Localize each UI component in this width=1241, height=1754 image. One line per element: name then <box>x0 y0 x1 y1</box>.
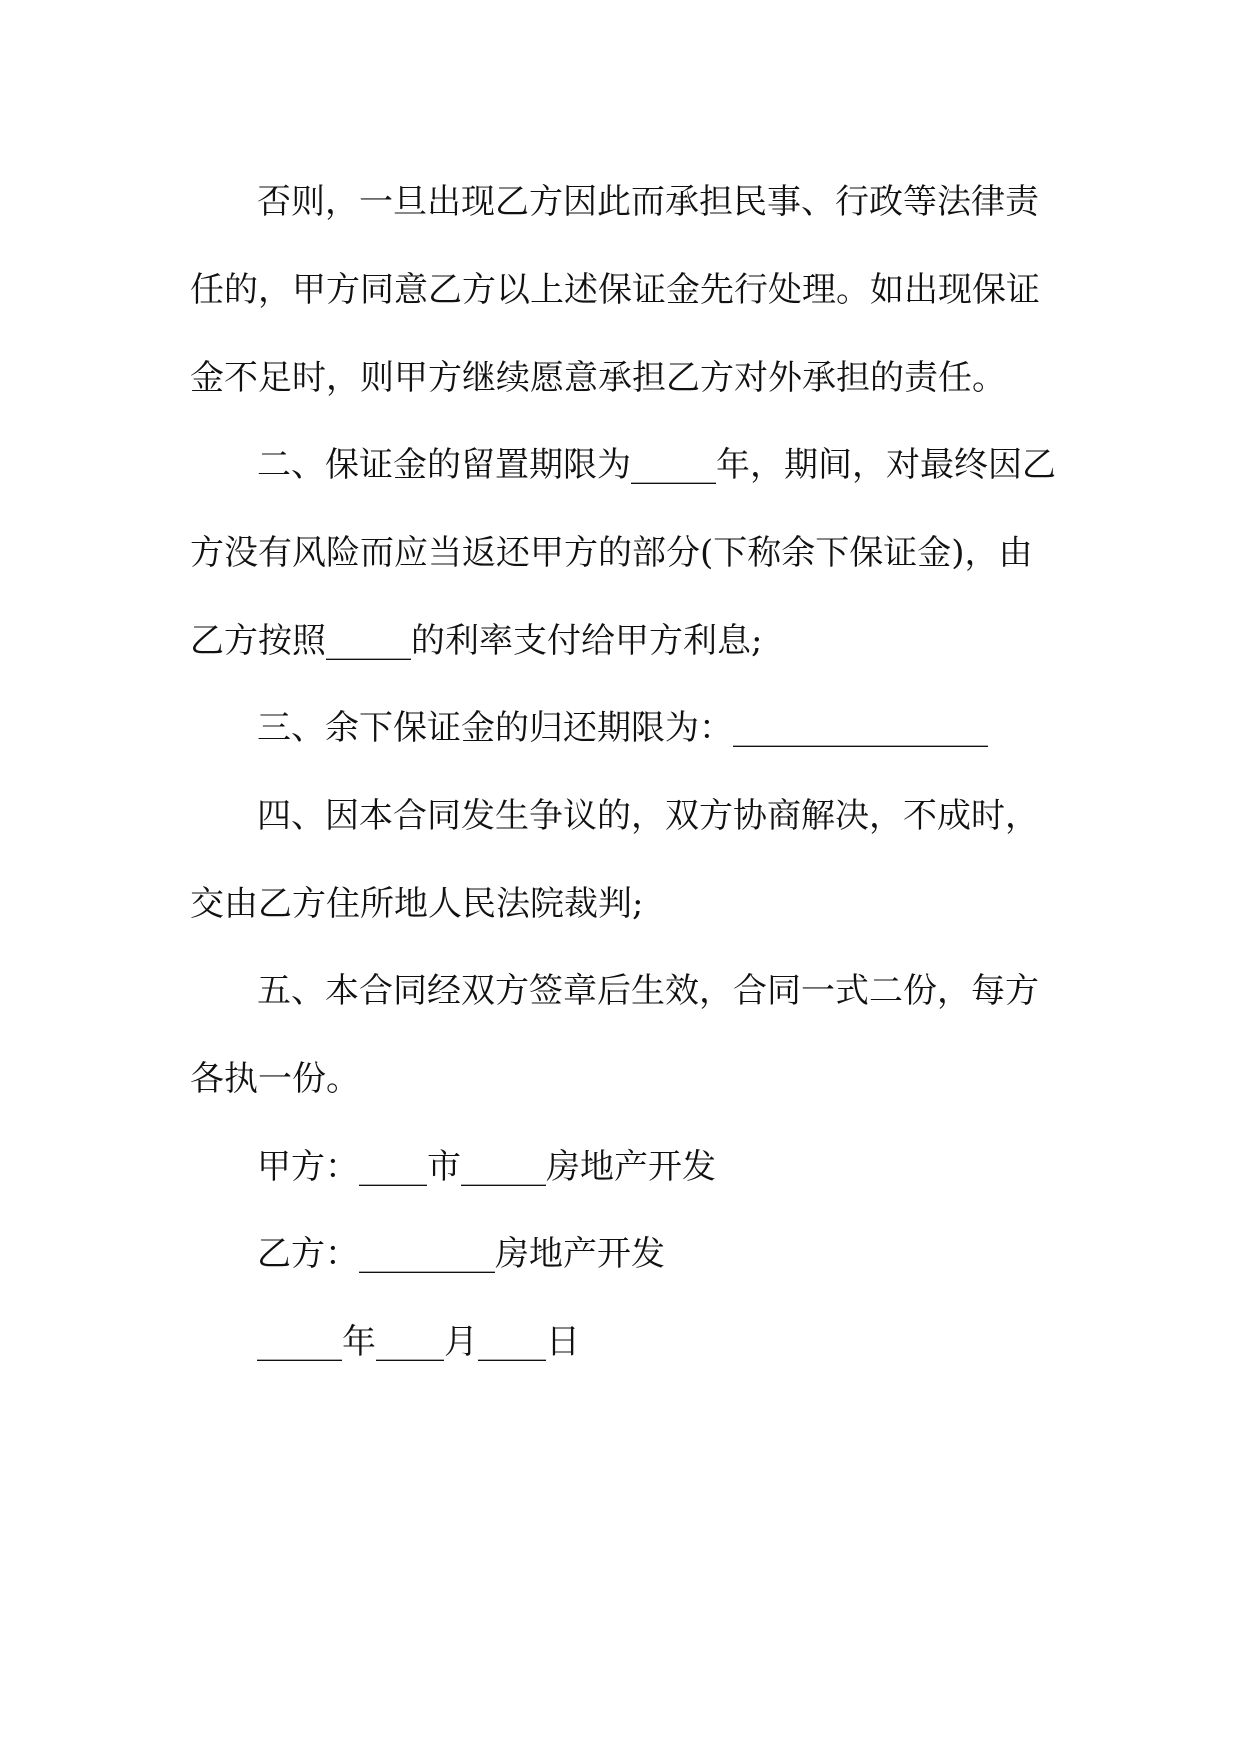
clause-4-line-1: 四、因本合同发生争议的，双方协商解决，不成时， <box>257 796 1039 836</box>
party-b-line: 乙方：________房地产开发 <box>257 1234 665 1274</box>
party-a-line: 甲方：____市_____房地产开发 <box>257 1147 716 1187</box>
clause-4-line-2: 交由乙方住所地人民法院裁判; <box>190 884 644 924</box>
clause-2-line-3: 乙方按照_____的利率支付给甲方利息; <box>190 621 763 661</box>
paragraph-1-line-3: 金不足时，则甲方继续愿意承担乙方对外承担的责任。 <box>190 358 1006 398</box>
clause-2-line-2: 方没有风险而应当返还甲方的部分(下称余下保证金)，由 <box>190 533 1033 573</box>
paragraph-1-line-1: 否则，一旦出现乙方因此而承担民事、行政等法律责 <box>257 182 1039 222</box>
clause-3-line-1: 三、余下保证金的归还期限为：_______________ <box>257 708 988 748</box>
paragraph-1-line-2: 任的，甲方同意乙方以上述保证金先行处理。如出现保证 <box>190 270 1040 310</box>
clause-5-line-2: 各执一份。 <box>190 1059 360 1099</box>
clause-5-line-1: 五、本合同经双方签章后生效，合同一式二份，每方 <box>257 971 1039 1011</box>
clause-2-line-1: 二、保证金的留置期限为_____年，期间，对最终因乙 <box>257 445 1056 485</box>
date-line: _____年____月____日 <box>257 1322 580 1362</box>
